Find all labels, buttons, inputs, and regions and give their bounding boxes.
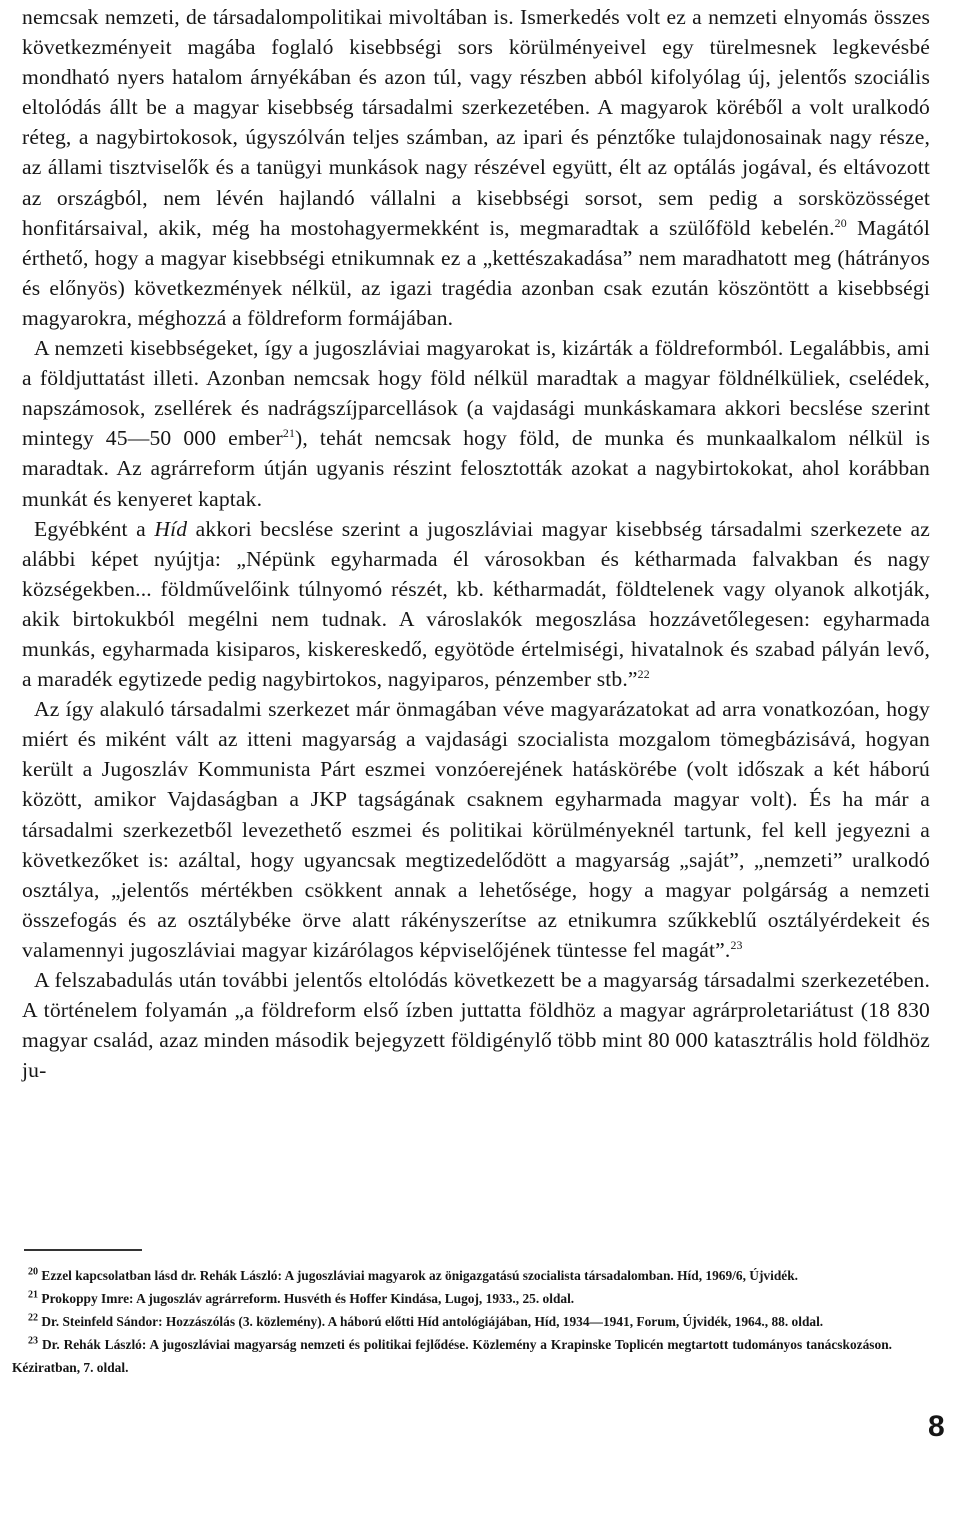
footnote-text: Ezzel kapcsolatban lásd dr. Rehák László: A jugoszláviai magyarok az önigazgatású szocialista társadalomban. Híd, 1969/6, Újvidék.	[41, 1268, 799, 1283]
footnote-text: Dr. Steinfeld Sándor: Hozzászólás (3. közlemény). A háború előtti Híd antológiájában, Híd, 1934—1941, Forum, Újvidék, 1964., 88. oldal.	[41, 1314, 824, 1329]
text-run: nemcsak nemzeti, de társadalompolitikai mivoltában is. Ismerkedés volt ez a nemzeti elnyomás összes következményeit magába foglaló kisebbségi sors körülményeivel egy türelmesnek legkevésbé mondható nyers hatalom árnyékában és azon túl, vagy részben abból kifolyólag új, jelentős szociális eltolódás állt be a magyar kisebbség társadalmi szerkezetében. A magyarok köréből a volt uralkodó réteg, a nagybirtokosok, úgyszólván teljes számban, az ipari és pénztőke tulajdonosainak nagy része, az állami tisztviselők és a tanügyi munkások nagy részével együtt, élt az optálás jogával, és eltávozott az országból, nem lévén hajlandó vállalni a kisebbségi sorsot, sem pedig a sorsközösséget honfitársaival, akik, még ha mostohagyermekként is, megmaradtak a szülőföld kebelén.	[22, 5, 930, 240]
text-run: A felszabadulás után további jelentős eltolódás következett be a magyarság társadalmi szerkezetében. A történelem folyamán „a földreform első ízben juttatta földhöz a magyar agrárproletariátust (18 830 magyar család, azaz minden második bejegyzett földigénylő több mint 80 000 katasztrális hold földhöz ju-	[22, 968, 930, 1083]
footnote-ref-23: 23	[730, 937, 743, 952]
footnote-23	[12, 1333, 892, 1379]
footnote-ref-20: 20	[834, 215, 847, 230]
footnote-separator	[24, 1249, 142, 1251]
paragraph-4	[22, 694, 930, 965]
footnote-mark: 23	[28, 1335, 39, 1347]
page-number: 8	[928, 1410, 945, 1443]
footnote-text: Prokoppy Imre: A jugoszláv agrárreform. Husvéth és Hoffer Kindása, Lugoj, 1933., 25. oldal.	[41, 1291, 575, 1306]
paragraph-5	[22, 965, 930, 1085]
footnotes	[12, 1264, 892, 1379]
paragraph-3	[22, 514, 930, 695]
footnote-ref-21: 21	[282, 426, 296, 441]
footnote-mark: 20	[28, 1266, 39, 1278]
text-run: Az így alakuló társadalmi szerkezet már önmagában véve magyarázatokat ad arra vonatkozóan, hogy miért és miként vált az itteni magyarság a vajdasági szocialista mozgalom tömegbázisává, hogyan került a Jugoszláv Kommunista Párt eszmei vonzóerejének hatáskörébe (volt időszak a két háború között, amikor Vajdaságban a JKP tagságának csaknem egyharmada magyar volt). És ha már a társadalmi szerkezetből levezethető eszmei és politikai körülményeknél tartunk, fel kell jegyezni a következőket is: azáltal, hogy ugyancsak megtizedelődött a magyarság „saját”, „nemzeti” uralkodó osztálya, „jelentős mértékben csökkent annak a lehetősége, hogy a magyar polgárság a nemzeti összefogás és az osztálybéke örve alatt rákényszerítse az etnikumra szűkkeblű osztályérdekeit és valamennyi jugoszláviai magyar kizárólagos képviselőjének tüntesse fel magát”.	[22, 697, 930, 962]
text-run: akkori becslése szerint a jugoszláviai magyar kisebbség társadalmi szerkezete az alábbi képet nyújtja: „Népünk egyharmada él városokban és kétharmada falvakban és nagy községekben... földművelőink túlnyomó részét, kb. kétharmadát, földtelenek vagy olyanok alkotják, akik birtokukból megélni nem tudnak. A városlakók megoszlása hozzávetőlegesen: egyharmada munkás, egyharmada kisiparos, kiskereskedő, egyötöde értelmiségi, hivatalnok és szabad pályán levő, a maradék egytizede pedig nagybirtokos, nagyiparos, pénzember stb.”	[22, 516, 930, 692]
footnote-20	[12, 1264, 892, 1287]
footnote-mark: 21	[28, 1289, 39, 1301]
footnote-21	[12, 1287, 892, 1310]
text-run: Magától érthető, hogy a magyar kisebbségi etnikumnak ez a „kettészakadása” nem maradhatott meg (hátrányos és előnyös) következmények nélkül, az igazi tragédia azonban csak ezután köszöntött a kisebbségi magyarokra, méghozzá a földreform formájában.	[22, 215, 930, 330]
text-run: A nemzeti kisebbségeket, így a jugoszláviai magyarokat is, kizárták a földreformból. Legalábbis, ami a földjuttatást illeti. Azonban nemcsak hogy föld nélkül maradtak a magyar földnélküliek, cselédek, napszámosok, zsellérek és nadrágszíjparcellások (a vajdasági munkáskamara akkori becslése szerint mintegy 45—50 000 ember	[22, 336, 930, 451]
footnote-22	[12, 1310, 892, 1333]
journal-title-hid: Híd	[154, 516, 188, 541]
body-text	[22, 2, 930, 1085]
footnote-text: Dr. Rehák László: A jugoszláviai magyarság nemzeti és politikai fejlődése. Közlemény a Krapinske Toplicén megtartott tudományos tanácskozáson. Kéziratban, 7. oldal.	[12, 1337, 892, 1375]
paragraph-1	[22, 2, 930, 333]
footnote-ref-22: 22	[637, 666, 650, 681]
text-run: ), tehát nemcsak hogy föld, de munka és munkaalkalom nélkül is maradtak. Az agrárreform útján ugyanis részint felosztották azokat a nagybirtokokat, ahol korábban munkát és kenyeret kaptak.	[22, 426, 930, 511]
text-run: Egyébként a	[34, 516, 155, 541]
footnote-mark: 22	[28, 1312, 39, 1324]
paragraph-2	[22, 333, 930, 514]
